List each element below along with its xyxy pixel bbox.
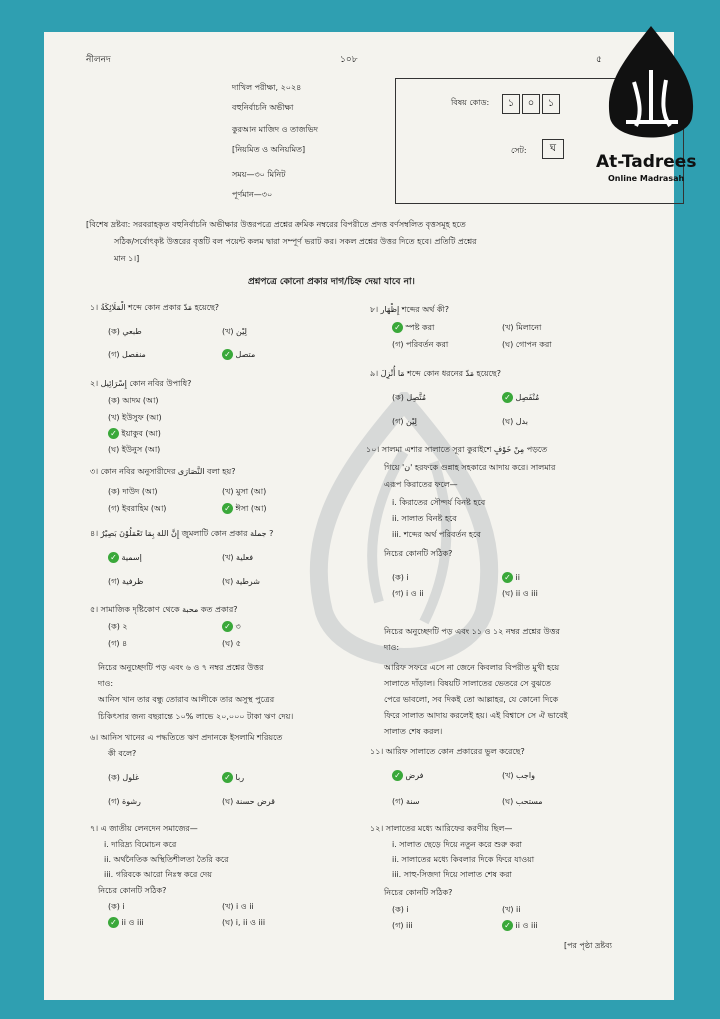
correct-check-icon: ✓ [222, 621, 233, 632]
q9-option-d: (ঘ) بدل [502, 417, 528, 426]
q11-option-d: (ঘ) مستحب [502, 797, 543, 806]
exam-name: দাখিল পরীক্ষা, ২০২৪ [232, 83, 302, 92]
q1-option-b: (খ) لِيْن [222, 327, 247, 336]
q12-statement-i: i. সালাত ছেড়ে দিয়ে নতুন করে শুরু করা [392, 840, 522, 849]
q10-statement-ii: ii. সালাত বিনষ্ট হবে [392, 514, 457, 523]
passage2-heading-end: দাও: [384, 643, 400, 652]
subject-code-digit: ০ [522, 94, 540, 114]
q7-option-a: (ক) i [108, 902, 125, 911]
q1-text: ১। الْمَلَائِكَةُ শব্দে কোন প্রকার مَدّ হয়েছে? [90, 303, 220, 312]
q11-option-b: (খ) واجب [502, 771, 535, 780]
q9-option-a: (ক) مُتَّصِل [392, 393, 427, 402]
q5-option-c: (গ) ৪ [108, 639, 128, 648]
subject-code-digit: ১ [502, 94, 520, 114]
q9-option-c: (গ) لِيْن [392, 417, 417, 426]
q6-text-1: ৬। আনিস খানের এ পদ্ধতিতে ঋণ প্রদানকে ইসলামি শরিয়তে [90, 733, 283, 742]
q12-statement-ii: ii. সালাতের মধ্যে কিবলার দিকে ফিরে যাওয়া [392, 855, 535, 864]
q8-text: ৮। إِظْهَار শব্দের অর্থ কী? [370, 305, 450, 314]
q10-text-1: ১০। সালমা এশার সালাতে সূরা কুরাইশে مِنْ خَوْفٍ পড়তে [366, 445, 548, 454]
correct-check-icon: ✓ [502, 392, 513, 403]
header-right-number: ৫ [596, 55, 602, 65]
q10-statement-iii: iii. শব্দের অর্থ পরিবর্তন হবে [392, 530, 481, 539]
passage2-line-3: পেরে ভাবলো, সব দিকই তো আল্লাহর, যে কোনো দিকে [384, 695, 559, 704]
passage1-line-2: চিকিৎসার জন্য বছরান্তে ১০% লাভে ২০,০০০ টাকা ঋণ দেয়। [98, 712, 294, 721]
q8-option-d: (ঘ) গোপন করা [502, 340, 552, 349]
subject-code-label: বিষয় কোড: [451, 98, 490, 107]
passage2-heading: নিচের অনুচ্ছেদটি পড় এবং ১১ ও ১২ নম্বর প্রশ্নের উত্তর [384, 627, 560, 636]
q6-option-d: (ঘ) قرض حسنة [222, 797, 275, 806]
q3-option-b: (খ) মুসা (আ) [222, 487, 267, 496]
correct-check-icon: ✓ [392, 770, 403, 781]
q7-option-d: (ঘ) i, ii ও iii [222, 918, 266, 927]
passage2-line-5: সালাত শেষ করল। [384, 727, 443, 736]
subject-code-cells [502, 94, 562, 114]
q2-text: ২। إِسْرَائِيل কোন নবির উপাধি? [90, 379, 192, 388]
exam-time: সময়—৩০ মিনিট [232, 170, 286, 179]
q4-option-d: (ঘ) شرطية [222, 577, 260, 586]
exam-mode: [নিয়মিত ও অনিয়মিত] [232, 145, 306, 154]
passage2-line-2: সালাতে দাঁড়াল। বিষয়টি সালাতের ভেতরে সে বুঝতে [384, 679, 551, 688]
q7-option-b: (খ) i ও ii [222, 902, 254, 911]
q1-option-d: متصل [235, 350, 256, 359]
logo-tagline: Online Madrasah [608, 174, 685, 183]
correct-check-icon: ✓ [222, 349, 233, 360]
q10-option-d: (ঘ) ii ও iii [502, 589, 538, 598]
q3-option-d: ঈসা (আ) [235, 504, 267, 513]
q3-option-a: (ক) দাউদ (আ) [108, 487, 158, 496]
q5-option-a: (ক) ২ [108, 622, 128, 631]
q2-option-b: (খ) ইউসুফ (আ) [108, 413, 162, 422]
q6-option-c: (গ) رشوة [108, 797, 141, 806]
q10-option-b: ii [515, 573, 520, 582]
q1-option-a: (ক) طبعي [108, 327, 142, 336]
q5-option-b: ৩ [235, 622, 241, 631]
q12-option-d: ii ও iii [515, 921, 538, 930]
correct-check-icon: ✓ [222, 503, 233, 514]
set-value: ঘ [542, 139, 564, 159]
q7-text: ৭। এ জাতীয় লেনদেন সমাজের— [90, 824, 198, 833]
passage2-line-4: ফিরে সালাত আদায় করলেই হয়। এই বিশ্বাসে সে ঐ ভাবেই [384, 711, 568, 720]
q4-option-c: (গ) ظرفية [108, 577, 144, 586]
q11-option-a: فرض [405, 771, 424, 780]
exam-marks: পূর্ণমান—৩০ [232, 190, 273, 199]
q3-text: ৩। কোন নবির অনুসারীদের النَّصَارَى বলা হয়? [90, 467, 236, 476]
q4-option-b: (খ) فعلية [222, 553, 254, 562]
passage1-heading: নিচের অনুচ্ছেদটি পড় এবং ৬ ও ৭ নম্বর প্রশ্নের উত্তর [98, 663, 264, 672]
passage1-heading-end: দাও: [98, 679, 114, 688]
q6-option-b: ربا [235, 773, 245, 782]
q11-option-c: (গ) سنة [392, 797, 420, 806]
q3-option-c: (গ) ইবরাহিম (আ) [108, 504, 167, 513]
q7-statement-ii: ii. অর্থনৈতিক অস্থিতিশীলতা তৈরি করে [104, 855, 229, 864]
q8-option-a: স্পষ্ট করা [405, 323, 435, 332]
q8-option-c: (গ) পরিবর্তন করা [392, 340, 449, 349]
q12-option-a: (ক) i [392, 905, 409, 914]
next-page-note: [পর পৃষ্ঠা দ্রষ্টব্য [564, 941, 612, 950]
q4-text: ৪। إِنَّ اللهَ بِمَا تَعْمَلُوْنَ بَصِيْرٌ জুমলাটি কোন প্রকার جملة ? [90, 529, 274, 538]
q2-option-a: (ক) আদম (আ) [108, 396, 159, 405]
q2-option-c: ইয়াকুব (আ) [121, 429, 161, 438]
correct-check-icon: ✓ [392, 322, 403, 333]
set-label: সেট: [511, 146, 527, 155]
q7-statement-iii: iii. গরিবকে আরো নিঃস্ব করে দেয় [104, 870, 212, 879]
passage1-line-1: আনিস খান তার বন্ধু তোরাব আলীকে তার অসুস্থ পুত্রের [98, 695, 275, 704]
subject-code-digit: ১ [542, 94, 560, 114]
q9-text: ৯। مَا أُنْزِلَ শব্দে কোন ধরনের مَدّ হয়েছে? [370, 369, 501, 378]
header-left-code: নীলনদ [86, 55, 111, 65]
correct-check-icon: ✓ [502, 920, 513, 931]
correct-check-icon: ✓ [108, 552, 119, 563]
q4-option-a: إسمية [121, 553, 142, 562]
correct-check-icon: ✓ [108, 428, 119, 439]
q12-text: ১২। সালাতের মধ্যে আরিফের করণীয় ছিল— [370, 824, 513, 833]
q10-text-3: এরূপ কিরাতের ফলে— [384, 480, 458, 489]
q7-statement-i: i. দারিদ্র্য বিমোচন করে [104, 840, 177, 849]
q12-which-correct: নিচের কোনটি সঠিক? [384, 888, 453, 897]
q5-text: ৫। সামাজিক দৃষ্টিকোণ থেকে محبة কত প্রকার? [90, 605, 238, 614]
q6-option-a: (ক) غلول [108, 773, 140, 782]
q6-text-2: কী বলে? [108, 749, 137, 758]
q10-text-2: গিয়ে 'ن' হরফকে গুন্নাহ সহকারে আদায় করে। সালমার [384, 463, 556, 472]
notice-line-2: সঠিক/সর্বোৎকৃষ্ট উত্তরের বৃত্তটি বল পয়েন্ট কলম দ্বারা সম্পূর্ণ ভরাট কর। সকল প্রশ্নের উত্তর দিতে হবে। প্রতিটি প্রশ্নের [114, 237, 477, 246]
subject-name: কুরআন মাজিদ ও তাজভিদ [232, 125, 318, 134]
watermark-logo-icon [284, 392, 524, 692]
q11-text: ১১। আরিফ সালাতে কোন প্রকারের ভুল করেছে? [370, 747, 525, 756]
q12-option-c: (গ) iii [392, 921, 413, 930]
notice-heading: প্রশ্নপত্রে কোনো প্রকার দাগ/চিহ্ন দেয়া যাবে না। [248, 277, 415, 287]
q12-statement-iii: iii. সাহু-সিজদা দিয়ে সালাত শেষ করা [392, 870, 512, 879]
q1-option-c: (গ) منفصل [108, 350, 146, 359]
q10-which-correct: নিচের কোনটি সঠিক? [384, 549, 453, 558]
q12-option-b: (খ) ii [502, 905, 521, 914]
logo-name: At-Tadrees [596, 152, 697, 172]
notice-line-3: মান ১।] [114, 254, 140, 263]
q5-option-d: (ঘ) ৫ [222, 639, 241, 648]
notice-line-1: [বিশেষ দ্রষ্টব্য: সরবরাহকৃত বহুনির্বাচনি অভীক্ষার উত্তরপত্রে প্রশ্নের ক্রমিক নম্বরের বিপরীতে প্রদত্ত বর্ণসম্বলিত বৃত্তসমূহ হতে [86, 220, 466, 229]
correct-check-icon: ✓ [502, 572, 513, 583]
correct-check-icon: ✓ [108, 917, 119, 928]
q8-option-b: (খ) মিলানো [502, 323, 542, 332]
q7-which-correct: নিচের কোনটি সঠিক? [98, 886, 167, 895]
logo-emblem-icon [596, 22, 706, 147]
q10-option-a: (ক) i [392, 573, 409, 582]
at-tadrees-logo [596, 22, 706, 192]
q9-option-b: مُنْفَصِل [515, 393, 540, 402]
q2-option-d: (ঘ) ইউনুস (আ) [108, 445, 161, 454]
q10-statement-i: i. কিরাতের সৌন্দর্য বিনষ্ট হবে [392, 498, 486, 507]
q10-option-c: (গ) i ও ii [392, 589, 424, 598]
q7-option-c: ii ও iii [121, 918, 144, 927]
exam-type: বহুনির্বাচনি অভীক্ষা [232, 103, 294, 112]
page-number: ১০৮ [340, 55, 358, 65]
passage2-line-1: আরিফ সফরে এসে না জেনে কিবলার বিপরীত মুখী হয়ে [384, 663, 560, 672]
correct-check-icon: ✓ [222, 772, 233, 783]
